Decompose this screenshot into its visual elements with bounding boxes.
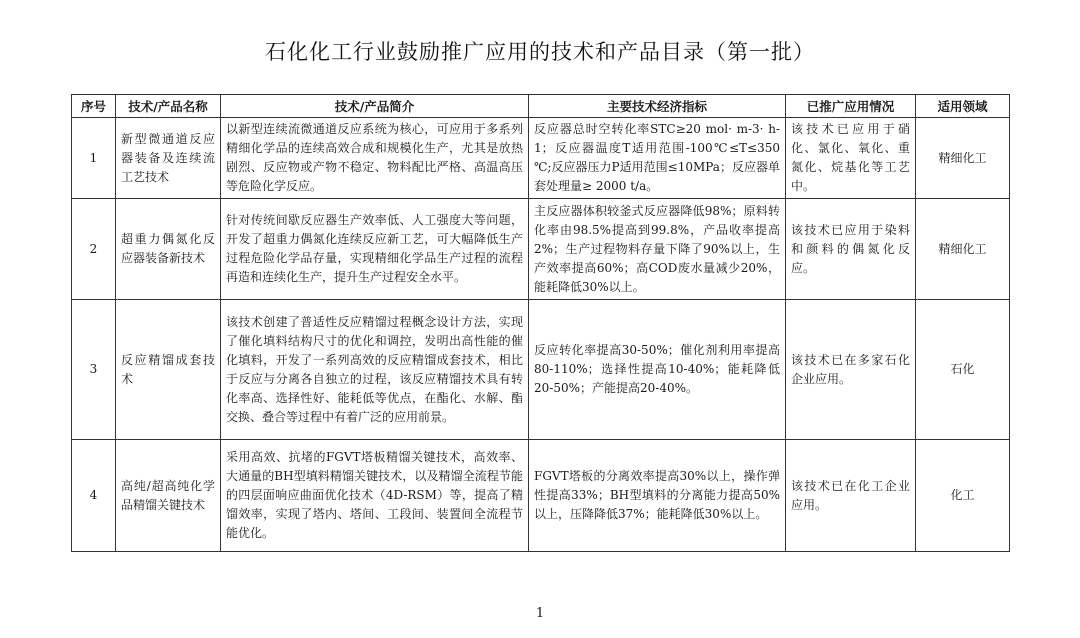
header-no: 序号	[72, 95, 116, 118]
row-no: 1	[72, 118, 116, 199]
row-indicators: 主反应器体积较釜式反应器降低98%；原料转化率由98.5%提高到99.8%，产品收率提高2%；生产过程物料存量下降了90%以上，生产效率提高60%；高COD废水量减少20%，能耗降低30%以上。	[529, 199, 786, 300]
header-indicators: 主要技术经济指标	[529, 95, 786, 118]
row-field: 精细化工	[916, 199, 1010, 300]
row-indicators: 反应器总时空转化率STC≥20 mol· m-3· h-1；反应器温度T适用范围-100℃≤T≤350 ℃;反应器压力P适用范围≤10MPa；反应器单套处理量≥ 2000 t/a。	[529, 118, 786, 199]
header-intro: 技术/产品简介	[221, 95, 529, 118]
row-field: 精细化工	[916, 118, 1010, 199]
row-name: 反应精馏成套技术	[116, 300, 221, 440]
catalog-table	[71, 94, 1010, 552]
table-row	[72, 440, 1010, 552]
header-name: 技术/产品名称	[116, 95, 221, 118]
row-indicators: FGVT塔板的分离效率提高30%以上，操作弹性提高33%；BH型填料的分离能力提高50%以上，压降降低37%；能耗降低30%以上。	[529, 440, 786, 552]
document-title: 石化化工行业鼓励推广应用的技术和产品目录（第一批）	[265, 40, 815, 64]
header-field: 适用领域	[916, 95, 1010, 118]
row-name: 高纯/超高纯化学品精馏关键技术	[116, 440, 221, 552]
row-name: 新型微通道反应器装备及连续流工艺技术	[116, 118, 221, 199]
row-field: 化工	[916, 440, 1010, 552]
row-field: 石化	[916, 300, 1010, 440]
row-intro: 以新型连续流微通道反应系统为核心，可应用于多系列精细化学品的连续高效合成和规模化生产，尤其是放热剧烈、反应物或产物不稳定、物料配比严格、高温高压等危险化学反应。	[221, 118, 529, 199]
row-applied: 该技术已在化工企业应用。	[786, 440, 916, 552]
table-row	[72, 199, 1010, 300]
row-intro: 采用高效、抗堵的FGVT塔板精馏关键技术，高效率、大通量的BH型填料精馏关键技术，以及精馏全流程节能的四层面响应曲面优化技术（4D-RSM）等，提高了精馏效率，实现了塔内、塔间、工段间、装置间全流程节能优化。	[221, 440, 529, 552]
page-number: 1	[535, 606, 545, 621]
table-row	[72, 300, 1010, 440]
row-applied: 该技术已应用于染料和颜料的偶氮化反应。	[786, 199, 916, 300]
row-no: 2	[72, 199, 116, 300]
row-indicators: 反应转化率提高30-50%；催化剂利用率提高80-110%；选择性提高10-40%；能耗降低20-50%；产能提高20-40%。	[529, 300, 786, 440]
header-applied: 已推广应用情况	[786, 95, 916, 118]
row-intro: 针对传统间歇反应器生产效率低、人工强度大等问题，开发了超重力偶氮化连续反应新工艺，可大幅降低生产过程危险化学品存量，实现精细化学品生产过程的流程再造和连续化生产，提升生产过程安全水平。	[221, 199, 529, 300]
table-header-row	[72, 95, 1010, 118]
row-applied: 该技术已在多家石化企业应用。	[786, 300, 916, 440]
row-no: 3	[72, 300, 116, 440]
row-name: 超重力偶氮化反应器装备新技术	[116, 199, 221, 300]
row-intro: 该技术创建了普适性反应精馏过程概念设计方法，实现了催化填料结构尺寸的优化和调控，发明出高性能的催化填料，开发了一系列高效的反应精馏成套技术，相比于反应与分离各自独立的过程，该反应精馏技术具有转化率高、选择性好、能耗低等优点，在酯化、水解、酯交换、叠合等过程中有着广泛的应用前景。	[221, 300, 529, 440]
table-row	[72, 118, 1010, 199]
row-applied: 该技术已应用于硝化、氯化、氧化、重氮化、烷基化等工艺中。	[786, 118, 916, 199]
row-no: 4	[72, 440, 116, 552]
